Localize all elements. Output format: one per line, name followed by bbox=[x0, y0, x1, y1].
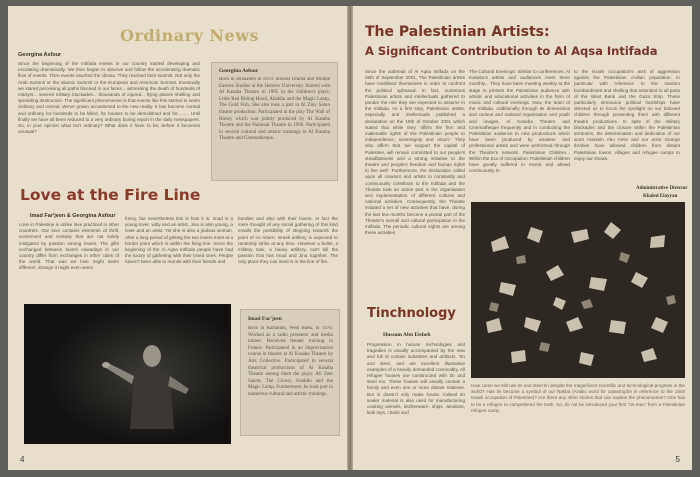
page-number-right: 5 bbox=[675, 455, 680, 464]
leaves-photo-image bbox=[471, 202, 685, 378]
section-title-ordinary-news: Ordinary News bbox=[120, 26, 260, 45]
bio-text-imad: Born in Ramallah, West Bank, in 1976. Worked as a radio presenter and media trainer. Received theater training in France. Participated in an improvisation course in theatre at Al Kasaba Theatre by Arts Collective. Participated in several theatrical productions of Al Kasaba Theatre among them the plays: Ali Zeer Salem, The Clown, Aladdin and the Magic Lamp. Furthermore, he took part in numerous cultural and artistic trainings. bbox=[248, 326, 333, 397]
bio-box-imad bbox=[240, 309, 340, 436]
authors-love-article: Imad Far'jeen & Georgina Asfour bbox=[30, 213, 116, 219]
article-ordinary-news-body: Since the beginning of the Intifada events in our country started developing and escalating dramatically. We then began to observe and follow the accelerating dramatic flow of events. Then events reached the climax. They reached their summit. Not only the Arab Summit or the Islamic Summit or the European and American Summit. Eventually we stared perceiving all paths blocked in our faces... witnessing the death of hundreds of martyrs... several military blockades... thousands of injured... flying planes shelling and spreading destruction. The significant phenomenon is that events like this started to seem ordinary and normal. We've grown accustomed to the new reality. It has become normal and ordinary for hundreds to be killed, for houses to be demolished and for......... Until finally we have all been reduced to a very ordinary boring report in the daily newspapers. So, in your opinion what isn't ordinary? What does it have to be, before it becomes unusual? bbox=[18, 61, 200, 135]
love-article-col1: Love in Palestine is unlike love practiced in other countries. Our love contains elements of thrill, excitement and ecstasy that are not solely instigated by passion among lovers. The gifts exchanged between lovers nowadays in our country differ from exchanges in other cities of the world. That was we love might seem different, strange it might even seem bbox=[19, 222, 119, 271]
page-number-left: 4 bbox=[20, 455, 25, 464]
left-page bbox=[8, 6, 347, 470]
bio-text-georgina: Born in Jerusalem in 1979. Studies Drama and Middle Eastern Studies at the Hebrew University. Started with Al Kasaba Theatre in 1995 in the children's plays: Little Red Riding Hood, Aladdin and the Magic Lamp, The Gold Fish. She also took a part in Al Ziny Salon theatre production. Participated in the play The Wall of Honey which was jointly produced by Al Kasaba Theatre and the National Theatre in 1996. Participated in several cultural and artistic trainings in Al Kasaba Theatre and Cinematheque. bbox=[219, 77, 330, 142]
right-page bbox=[353, 6, 692, 470]
headline-love-at-fire-line: Love at the Fire Line bbox=[20, 186, 201, 204]
love-article-col2: funny, but nevertheless this is how it is. Imad is a young lover, witty and an artist. Jina is also young, a lover and an artist. Yet she is also a jealous woman. After a long period of getting the two lovers meet at a border point which is within the firing line. Since the beginning of the Al Aqsa Intifada people have had the luxury of gathering with their loved ones. People haven't been able to reunite with their friends and bbox=[125, 216, 233, 265]
tinchnology-article-body: Progression in human technologies and tragedies is usually accompanied by the new and full of contain industries and artifacts. Tin and steel, and are excellent illustrative examples of a heavily demanded commodity. All refugee houses are constructed with tin and steel too. These houses will usually contain a family and even one or more distant relatives. But in doesn't only make house. Indeed tin sealer material is also used for manufacturing cooking utensils, kitchenware, ships, windows, kids toys, chairs and bbox=[367, 342, 465, 416]
scattered-leaves-photo bbox=[471, 202, 685, 378]
signoff-name: Khaled Elayyan bbox=[643, 194, 678, 199]
bio-box-georgina bbox=[211, 62, 338, 181]
artists-article-col2: The Cultural Evenings: Similar to conferences, Al Kasaba's artists and audiences meet there monthly... They have been meeting weekly at the stage to present the Palestinian audience with artistic and educational activities in the form of music and cultural evenings. Now, the team of the Intifada. Additionally through its dimensions and context and national organisation and youth and images, Al Kasaba Theatre and Cinematheque frequently and in conducting the Palestinian audience to new productions which have been produced by amateur and professional artists and were performed through the Theatre's network. Palestinian Children... Within the Era of Occupation: Palestinian children have greatly suffered in recent and ahead continuously to bbox=[469, 69, 570, 174]
performer-stage-photo bbox=[24, 304, 231, 444]
headline-significant-contribution: A Significant Contribution to Al Aqsa Intifada bbox=[365, 44, 658, 58]
love-article-col3: families and also with their lovers. In fact the mere thought of any social gathering of this kind entails the possibility of stepping towards the point of no return. Israeli artillery is expected to randomly strike at any time. However a bullet, a military tank, a heavy artillery, can't kill the passion that has Imad and Jina together. The only place they can meet is in the line of fire. bbox=[238, 216, 338, 265]
artists-article-col3: to the Israeli occupation's acts of aggression against the Palestinian civilian population. In particular with reference to the random bombardment and shelling that extended to all parts of the West Bank and the Gaza Strip. These particularly strenuous political hardships have directed us to focus the spotlight on our beloved children through presenting them with different theatre productions. In spite of the military blockades and the closure within the Palestinian territories, the determination and dedication of our actor Hussein Abu Amin and our actor George Ibrahim have allowed children from distant Palestinian towns, villages and refugee camps to enjoy our shows. bbox=[574, 69, 680, 161]
signoff-title: Administrative Director bbox=[636, 186, 688, 191]
author-georgina: Georgina Asfour bbox=[18, 52, 62, 58]
author-hussam: Hussam Abu Eisheh bbox=[383, 332, 431, 338]
bio-name-imad: Imad Far'jeen bbox=[248, 316, 282, 322]
headline-tinchnology: Tinchnology bbox=[367, 306, 456, 321]
performer-photo-image bbox=[24, 304, 231, 444]
magazine-spread bbox=[8, 6, 692, 470]
bio-name-georgina: Georgina Asfour bbox=[219, 68, 259, 74]
headline-palestinian-artists: The Palestinian Artists: bbox=[365, 24, 550, 40]
tinchnology-caption: How come we still use tin and steel tin despite the magnificent scientific and technological progress in the world? Has tin become a symbol of our Nakba (Arabic word for catastrophe in reference to the 1948 Israeli occupation of Palestine)? Are there any other stories that can explain the phenomenon? One has to be a refugee to comprehend the truth. So, do not be introduced your first "tin-man" from a Palestinian refugee camp. bbox=[471, 383, 685, 413]
artists-article-col1: Since the outbreak of Al Aqsa Intifada on the 28th of September 2001, The Palestinian artists have mobilised themselves in order to confront the political upheaval. In fact, numerous Palestinian artists and intellectuals gathered to ponder the role they are expected to assume in the Intifada. As a first step, Palestinian artists, especially and intellectuals published a declaration on the 19th of October 2001 which stated that while they 'affirm the firm and inalienable rights of the Palestinian people to independence, sovereignty and return.' They also affirm that 'we support the capital of Palestine, will remain committed to our people's steadfastness and a strong initiative to the theatre and people's freedom and human rights to live well'. Furthermore, the declaration called upon all creators and artists to constantly and continuously contribute to the Intifada and the Theatre took an active part in the organisation and implementation of different cultural and national activities. Consequently, the Theatre initiated a set of new activities that have, during the last few months become a pivotal part of the Theatre's overall and cultural participation in the Intifada. The periodic cultural nights are among these activities. bbox=[365, 69, 465, 236]
